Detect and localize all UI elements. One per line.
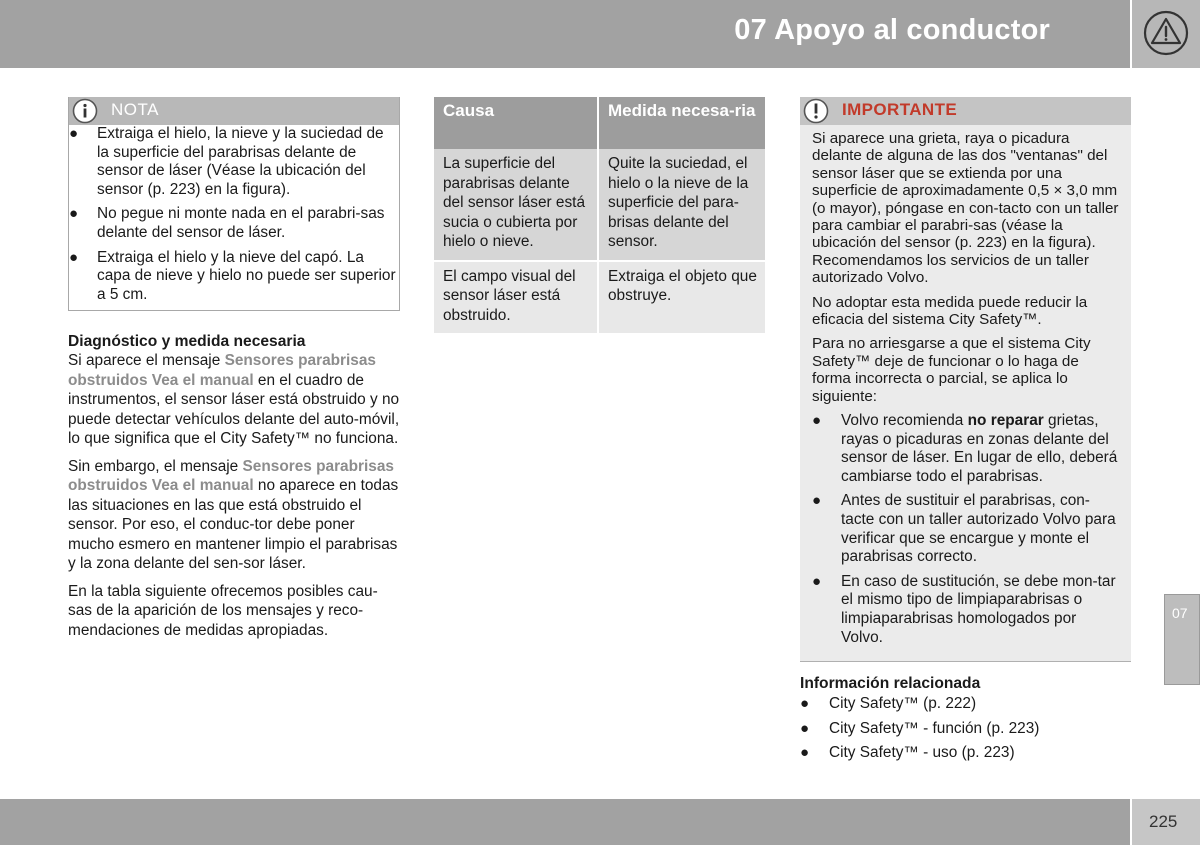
- important-title: IMPORTANTE: [842, 100, 958, 119]
- footer-bar: [0, 799, 1130, 845]
- chapter-tab[interactable]: [1164, 594, 1200, 685]
- table-cell: Quite la suciedad, el hielo o la nieve de la superficie del para-brisas delante del sensor.: [599, 149, 765, 262]
- important-header: [800, 97, 1131, 125]
- message-text: Sensores parabrisas obstruidos Vea el manual: [68, 457, 394, 495]
- table-cell: Extraiga el objeto que obstruye.: [599, 262, 765, 336]
- page-number: 225: [1149, 812, 1178, 831]
- related-link[interactable]: ● City Safety™ - función (p. 223): [800, 719, 1040, 737]
- list-item: ● Antes de sustituir el parabrisas, con-tacte con un taller autorizado Volvo para verificar que se encargue y monte el parabrisas correcto.: [812, 492, 1116, 566]
- header-icon-box: [1132, 0, 1200, 68]
- note-title: NOTA: [111, 100, 159, 119]
- note-box: [68, 97, 400, 311]
- related-heading: Información relacionada: [800, 675, 981, 692]
- table-cell: El campo visual del sensor láser está obstruido.: [434, 262, 599, 336]
- warning-triangle-icon: [1142, 10, 1190, 56]
- paragraph: No adoptar esta medida puede reducir la eficacia del sistema City Safety™.: [812, 293, 1088, 329]
- important-body: [800, 125, 1131, 661]
- message-text: Sensores parabrisas obstruidos Vea el manual: [68, 352, 376, 389]
- important-box: [800, 97, 1131, 662]
- right-column: [800, 97, 1131, 662]
- related-link[interactable]: ● City Safety™ - uso (p. 223): [800, 744, 1015, 762]
- info-icon: [72, 98, 98, 124]
- note-list: [69, 125, 399, 304]
- table-row: [434, 262, 765, 336]
- header-bar: [0, 0, 1130, 68]
- middle-column: [434, 97, 765, 335]
- table-header-cause: Causa: [434, 97, 599, 149]
- causes-table: [434, 97, 765, 335]
- chapter-title: 07 Apoyo al conductor: [734, 14, 1050, 46]
- list-item: ● En caso de sustitución, se debe mon-tar el mismo tipo de limpiaparabrisas o limpiaparabrisas homologados por Volvo.: [812, 572, 1116, 646]
- table-header-action: Medida necesa-ria: [599, 97, 765, 149]
- important-list: [812, 412, 1119, 647]
- related-list: [800, 695, 1131, 763]
- table-row: [434, 149, 765, 262]
- paragraph: Para no arriesgarse a que el sistema City Safety™ deje de funcionar o lo haga de forma incorrecta o parcial, se aplica lo siguiente:: [812, 335, 1091, 405]
- list-item: ● Extraiga el hielo, la nieve y la suciedad de la superficie del parabrisas delante de sensor de láser (Véase la ubicación del sensor (p. 223) en la figura).: [69, 125, 384, 198]
- paragraph: Si aparece el mensaje Sensores parabrisas obstruidos Vea el manual en el cuadro de instrumentos, el sensor láser está obstruido y no puede detectar vehículos delante del auto-móvil, lo que significa que el City Safety™ no funciona.: [68, 352, 400, 448]
- exclamation-icon: [803, 98, 829, 124]
- list-item: ● Volvo recomienda no reparar grietas, rayas o picaduras en zonas delante del sensor de láser. En lugar de ello, deberá cambiarse todo el parabrisas.: [812, 412, 1118, 485]
- section-heading: Diagnóstico y medida necesaria: [68, 333, 306, 351]
- paragraph: Si aparece una grieta, raya o picadura delante de alguna de las dos "ventanas" del sensor láser que se extienda por una superficie de aproximadamente 0,5 × 3,0 mm (o mayor), póngase en con-tacto con un taller para cambiar el parabri-sas (véase la ubicación del sensor (p. 223) en la figura). Recomendamos los servicios de un taller autorizado Volvo.: [812, 130, 1119, 287]
- note-header: [69, 97, 399, 125]
- chapter-tab-label: 07: [1172, 605, 1188, 621]
- paragraph: En la tabla siguiente ofrecemos posibles cau-sas de la aparición de los mensajes y reco-mendaciones de medidas apropiadas.: [68, 582, 378, 639]
- list-item: ● No pegue ni monte nada en el parabri-sas delante del sensor de láser.: [69, 205, 385, 241]
- list-item: ● Extraiga el hielo y la nieve del capó. La capa de nieve y hielo no puede ser superior a 5 cm.: [69, 248, 396, 303]
- left-column: [68, 97, 400, 648]
- paragraph: Sin embargo, el mensaje Sensores parabrisas obstruidos Vea el manual no aparece en todas las situaciones en las que está obstruido el sensor. Por eso, el conduc-tor debe poner mucho esmero en mantener limpio el parabrisas y la zona delante del sen-sor láser.: [68, 457, 399, 573]
- related-link[interactable]: ● City Safety™ (p. 222): [800, 695, 977, 712]
- table-cell: La superficie del parabrisas delante del sensor láser está sucia o cubierta por hielo o nieve.: [434, 149, 599, 262]
- related-info: [800, 675, 1131, 769]
